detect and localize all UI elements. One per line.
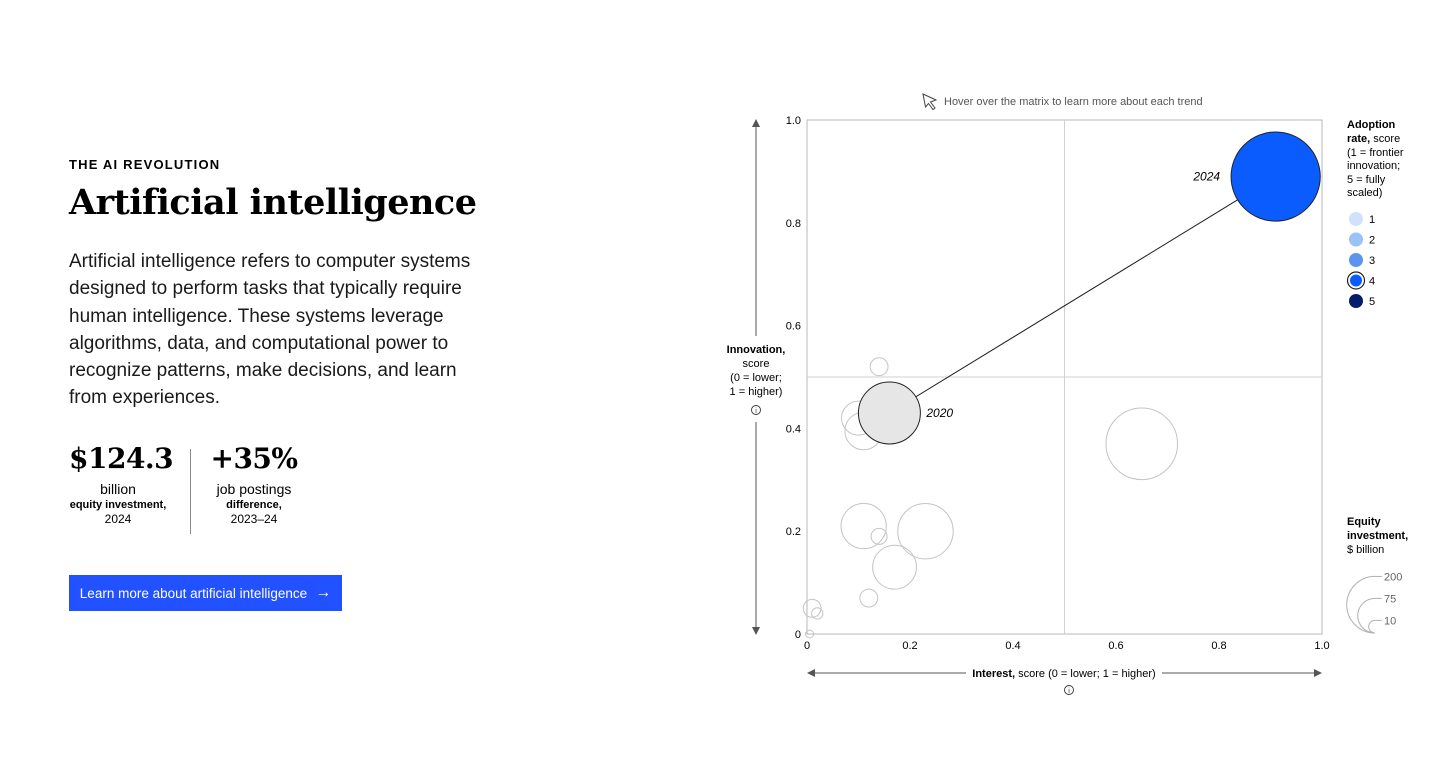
x-tick-label: 0	[803, 640, 811, 652]
x-tick-label: 1.0	[1314, 640, 1330, 652]
size-legend-title: investment,	[1347, 530, 1409, 542]
adoption-legend-title: Adoption	[1347, 119, 1396, 131]
size-legend-circle	[1358, 598, 1375, 633]
adoption-title-line: scaled)	[1347, 187, 1383, 199]
y-tick-label: 0.2	[785, 526, 801, 539]
arrow-right-icon: →	[315, 584, 332, 601]
y-tick-label: 0.8	[785, 217, 801, 230]
page-title: Artificial intelligence	[69, 182, 477, 223]
stat-unit: billion	[100, 481, 136, 497]
stat-unit: job postings	[216, 481, 292, 497]
highlight-bubble-2024[interactable]	[1231, 132, 1320, 221]
year-label: 2024	[1193, 169, 1221, 184]
adoption-label: 4	[1369, 275, 1376, 288]
x-axis-ticks	[804, 640, 1330, 652]
adoption-swatch[interactable]	[1350, 275, 1362, 287]
y-label-line: score	[742, 358, 770, 370]
size-legend-circle	[1347, 576, 1375, 633]
x-tick-label: 0.8	[1211, 640, 1227, 652]
size-legend-title: Equity	[1347, 516, 1381, 528]
highlight-bubbles[interactable]	[858, 132, 1320, 444]
adoption-legend	[1347, 119, 1404, 308]
trend-bubble[interactable]	[1106, 408, 1178, 480]
trend-bubble[interactable]	[860, 589, 878, 607]
adoption-swatch[interactable]	[1349, 233, 1363, 247]
stat-value: +35%	[210, 442, 298, 475]
adoption-label: 5	[1369, 296, 1376, 308]
cursor-pointer-icon	[923, 94, 936, 110]
svg-text:i: i	[1068, 688, 1070, 695]
y-label-bold: Innovation,	[726, 344, 786, 356]
trend-bubble[interactable]	[898, 503, 953, 558]
adoption-label: 2	[1369, 234, 1376, 247]
adoption-swatch[interactable]	[1349, 294, 1363, 308]
adoption-swatch[interactable]	[1349, 212, 1363, 226]
x-label-bold: Interest,	[972, 668, 1016, 680]
x-info-icon[interactable]	[1065, 686, 1074, 696]
stat-label: equity investment,	[69, 499, 167, 511]
adoption-title-line: 5 = fully	[1347, 174, 1386, 186]
y-label-line: 1 = higher)	[729, 386, 783, 398]
stat-year: 2024	[104, 512, 132, 526]
trend-bubbles[interactable]	[803, 358, 1177, 638]
trend-bubble[interactable]	[873, 545, 917, 589]
year-label: 2020	[926, 405, 954, 420]
stat-value: $124.3	[69, 442, 174, 475]
size-legend-circle	[1369, 620, 1375, 633]
y-label-line: (0 = lower;	[730, 372, 782, 384]
x-tick-label: 0.2	[902, 640, 918, 652]
trend-bubble[interactable]	[812, 608, 823, 619]
size-legend-label: 75	[1384, 593, 1397, 606]
size-legend-title: $ billion	[1347, 544, 1385, 556]
eyebrow-label: THE AI REVOLUTION	[69, 157, 221, 172]
adoption-label: 1	[1369, 214, 1376, 226]
x-tick-label: 0.6	[1108, 640, 1124, 652]
x-axis-label	[972, 668, 1155, 680]
x-tick-label: 0.4	[1005, 640, 1021, 652]
description-text: Artificial intelligence refers to computer systems designed to perform tasks that typically require human intelligence. These systems leverage algorithms, data, and computational power to recognize patterns, make decisions, and learn from experiences.	[69, 251, 471, 409]
stat-year: 2023–24	[230, 512, 278, 526]
adoption-swatch[interactable]	[1349, 253, 1363, 267]
trend-connector-line	[889, 177, 1275, 413]
adoption-title-line: innovation;	[1347, 160, 1401, 172]
x-label-rest: score (0 = lower; 1 = higher)	[1015, 668, 1156, 680]
size-legend-label: 10	[1384, 615, 1397, 628]
y-tick-label: 0.4	[785, 423, 801, 436]
hint-text: Hover over the matrix to learn more about each trend	[944, 96, 1203, 108]
highlight-bubble-2020[interactable]	[858, 382, 920, 444]
adoption-title-line: rate, score	[1347, 133, 1401, 145]
svg-text:i: i	[755, 408, 757, 415]
trend-bubble[interactable]	[870, 358, 888, 376]
hint	[923, 94, 1203, 110]
y-tick-label: 0.6	[785, 320, 801, 333]
adoption-title-line: (1 = frontier	[1347, 147, 1404, 159]
size-legend	[1347, 516, 1408, 633]
size-legend-label: 200	[1384, 571, 1403, 584]
y-tick-label: 1.0	[785, 115, 801, 127]
stat-label: difference,	[226, 499, 282, 511]
y-tick-label: 0	[794, 629, 801, 641]
adoption-label: 3	[1369, 255, 1376, 267]
trend-bubble[interactable]	[841, 503, 886, 548]
learn-more-label: Learn more about artificial intelligence	[79, 585, 308, 601]
